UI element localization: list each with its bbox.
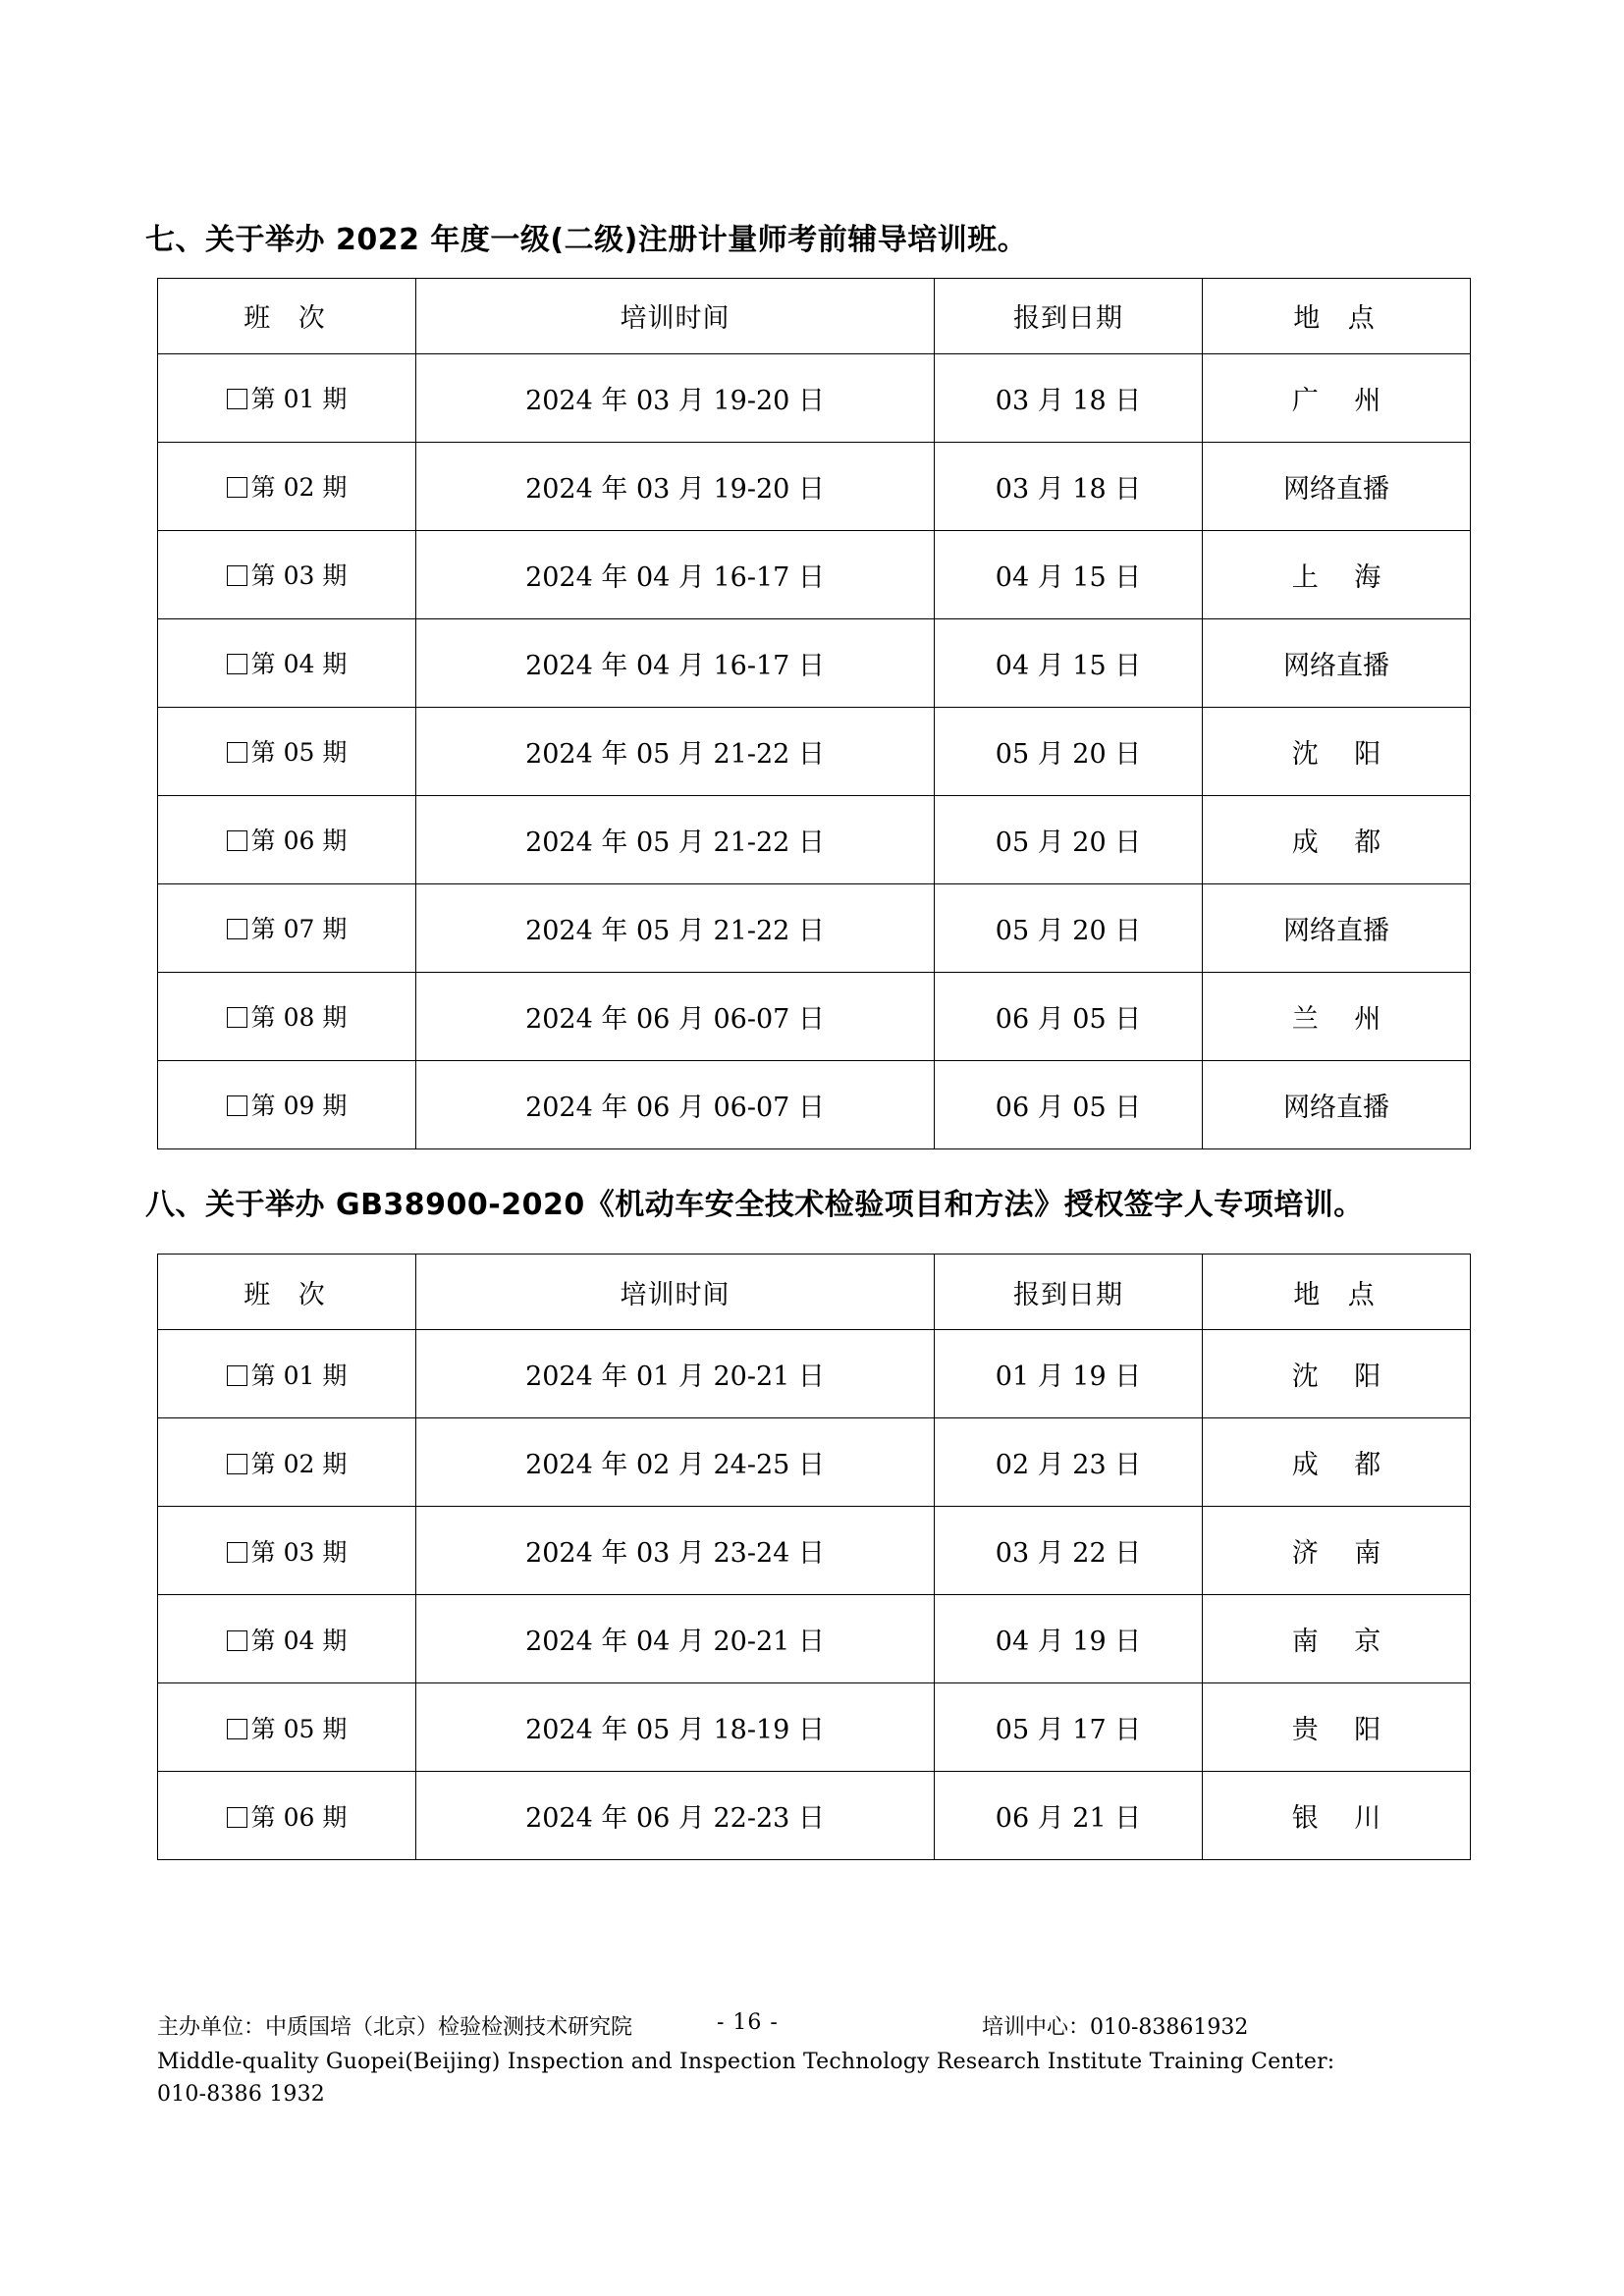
table-row (158, 883, 1471, 972)
footer-english-line-2: 010-8386 1932 (157, 2082, 325, 2107)
cell-place (1203, 530, 1471, 618)
cell-place (1203, 883, 1471, 972)
term-label: 第 03 期 (250, 1537, 348, 1567)
report-date-label: 05 月 20 日 (995, 915, 1142, 946)
place-label: 广 州 (1291, 385, 1395, 416)
cell-place (1203, 1683, 1471, 1772)
place-label: 沈 阳 (1291, 738, 1395, 770)
section-heading-7: 七、关于举办 2022 年度一级(二级)注册计量师考前辅导培训班。 (145, 223, 1028, 257)
column-header-report-date (935, 278, 1203, 353)
cell-report-date (935, 1595, 1203, 1683)
cell-term[interactable] (158, 1060, 416, 1148)
term-wrapper (227, 738, 348, 767)
cell-term[interactable] (158, 883, 416, 972)
time-label: 2024 年 05 月 18-19 日 (525, 1715, 825, 1745)
cell-term[interactable] (158, 795, 416, 883)
cell-term[interactable] (158, 530, 416, 618)
cell-place (1203, 353, 1471, 442)
cell-term[interactable] (158, 1772, 416, 1860)
cell-report-date (935, 883, 1203, 972)
cell-term[interactable] (158, 618, 416, 707)
cell-term[interactable] (158, 1683, 416, 1772)
checkbox-icon[interactable] (227, 1807, 247, 1828)
cell-report-date (935, 353, 1203, 442)
cell-term[interactable] (158, 707, 416, 795)
time-label: 2024 年 02 月 24-25 日 (525, 1450, 825, 1480)
place-label: 济 南 (1291, 1538, 1395, 1569)
table-body-8 (158, 1330, 1471, 1860)
checkbox-icon[interactable] (227, 919, 247, 939)
time-label: 2024 年 03 月 19-20 日 (525, 385, 825, 416)
footer-line-1 (157, 2010, 1532, 2046)
place-label: 贵 阳 (1291, 1715, 1395, 1745)
term-label: 第 02 期 (250, 1449, 348, 1478)
place-label: 兰 州 (1291, 1003, 1395, 1035)
checkbox-icon[interactable] (227, 1542, 247, 1563)
report-date-label: 03 月 18 日 (995, 385, 1142, 416)
table-row (158, 795, 1471, 883)
time-label: 2024 年 06 月 06-07 日 (525, 1003, 825, 1035)
term-wrapper (227, 915, 348, 943)
time-label: 2024 年 05 月 21-22 日 (525, 915, 825, 946)
checkbox-icon[interactable] (227, 1007, 247, 1028)
column-header-term-label: 班 次 (244, 303, 335, 334)
cell-time (416, 707, 935, 795)
column-header-place-label: 地 点 (1293, 303, 1384, 334)
column-header-term-label: 班 次 (244, 1279, 335, 1310)
checkbox-icon[interactable] (227, 565, 247, 586)
table-row (158, 618, 1471, 707)
footer-page-number: - 16 - (717, 2010, 779, 2035)
checkbox-icon[interactable] (227, 477, 247, 498)
report-date-label: 05 月 20 日 (995, 738, 1142, 770)
table-header-row (158, 278, 1471, 353)
checkbox-icon[interactable] (227, 1454, 247, 1474)
cell-time (416, 353, 935, 442)
time-label: 2024 年 01 月 20-21 日 (525, 1362, 825, 1392)
term-wrapper (227, 1092, 348, 1120)
table-row (158, 1595, 1471, 1683)
cell-place (1203, 618, 1471, 707)
report-date-label: 06 月 05 日 (995, 1092, 1142, 1123)
place-label: 南 京 (1291, 1627, 1395, 1657)
cell-report-date (935, 972, 1203, 1060)
cell-report-date (935, 1772, 1203, 1860)
term-label: 第 09 期 (250, 1092, 348, 1120)
cell-place (1203, 707, 1471, 795)
report-date-label: 06 月 21 日 (995, 1803, 1142, 1834)
term-wrapper (227, 1003, 348, 1032)
column-header-term (158, 278, 416, 353)
time-label: 2024 年 05 月 21-22 日 (525, 738, 825, 770)
checkbox-icon[interactable] (227, 654, 247, 674)
report-date-label: 03 月 22 日 (995, 1538, 1142, 1569)
cell-place (1203, 1507, 1471, 1595)
place-label: 网络直播 (1283, 650, 1389, 681)
term-label: 第 04 期 (250, 1626, 348, 1655)
term-wrapper (227, 473, 348, 502)
table-row (158, 1772, 1471, 1860)
time-label: 2024 年 04 月 16-17 日 (525, 650, 825, 681)
table-row (158, 1060, 1471, 1148)
term-wrapper (227, 385, 348, 413)
time-label: 2024 年 06 月 22-23 日 (525, 1803, 825, 1834)
table-row (158, 1418, 1471, 1507)
column-header-term (158, 1255, 416, 1330)
term-wrapper (227, 1450, 348, 1478)
checkbox-icon[interactable] (227, 389, 247, 409)
cell-term[interactable] (158, 442, 416, 530)
cell-report-date (935, 1060, 1203, 1148)
term-wrapper (227, 561, 348, 590)
place-label: 成 都 (1291, 1450, 1395, 1480)
term-wrapper (227, 1715, 348, 1743)
report-date-label: 05 月 20 日 (995, 827, 1142, 858)
cell-place (1203, 1595, 1471, 1683)
cell-time (416, 883, 935, 972)
cell-place (1203, 1772, 1471, 1860)
time-label: 2024 年 03 月 19-20 日 (525, 473, 825, 505)
cell-time (416, 795, 935, 883)
report-date-label: 03 月 18 日 (995, 473, 1142, 505)
table-body-7 (158, 353, 1471, 1148)
table-row (158, 530, 1471, 618)
table-row (158, 353, 1471, 442)
cell-report-date (935, 1418, 1203, 1507)
term-wrapper (227, 827, 348, 855)
section-heading-8: 八、关于举办 GB38900-2020《机动车安全技术检验项目和方法》授权签字人专项培训。 (145, 1187, 1364, 1222)
column-header-time (416, 1255, 935, 1330)
footer-english-line-1: Middle-quality Guopei(Beijing) Inspection and Inspection Technology Research Institute Training Center: (157, 2050, 1335, 2074)
cell-term[interactable] (158, 972, 416, 1060)
place-label: 网络直播 (1283, 473, 1389, 505)
cell-report-date (935, 530, 1203, 618)
cell-time (416, 618, 935, 707)
column-header-report-date-label: 报到日期 (1013, 1279, 1123, 1310)
report-date-label: 02 月 23 日 (995, 1450, 1142, 1480)
cell-time (416, 1330, 935, 1418)
footer-training-center-phone: 培训中心：010-83861932 (982, 2015, 1249, 2040)
place-label: 网络直播 (1283, 1092, 1389, 1123)
term-wrapper (227, 1362, 348, 1390)
checkbox-icon[interactable] (227, 1630, 247, 1651)
table-row (158, 1683, 1471, 1772)
page-content (145, 218, 1481, 1860)
cell-time (416, 1595, 935, 1683)
term-label: 第 05 期 (250, 738, 348, 767)
table-row (158, 1507, 1471, 1595)
cell-time (416, 1060, 935, 1148)
cell-time (416, 1772, 935, 1860)
cell-report-date (935, 442, 1203, 530)
table-row (158, 972, 1471, 1060)
cell-time (416, 1507, 935, 1595)
checkbox-icon[interactable] (227, 830, 247, 851)
term-wrapper (227, 1538, 348, 1567)
time-label: 2024 年 04 月 16-17 日 (525, 561, 825, 593)
training-schedule-table-8 (157, 1254, 1471, 1860)
place-label: 银 川 (1291, 1803, 1395, 1834)
place-label: 沈 阳 (1291, 1362, 1395, 1392)
cell-term[interactable] (158, 1418, 416, 1507)
report-date-label: 04 月 15 日 (995, 650, 1142, 681)
report-date-label: 06 月 05 日 (995, 1003, 1142, 1035)
term-wrapper (227, 1803, 348, 1832)
column-header-place (1203, 278, 1471, 353)
column-header-place (1203, 1255, 1471, 1330)
time-label: 2024 年 04 月 20-21 日 (525, 1627, 825, 1657)
term-label: 第 01 期 (250, 1361, 348, 1390)
cell-report-date (935, 618, 1203, 707)
column-header-report-date-label: 报到日期 (1013, 303, 1123, 334)
cell-term[interactable] (158, 1507, 416, 1595)
term-label: 第 05 期 (250, 1714, 348, 1743)
cell-term[interactable] (158, 1330, 416, 1418)
cell-place (1203, 795, 1471, 883)
column-header-time-label: 培训时间 (620, 303, 731, 334)
cell-report-date (935, 795, 1203, 883)
place-label: 成 都 (1291, 827, 1395, 858)
table-header-row (158, 1255, 1471, 1330)
cell-place (1203, 972, 1471, 1060)
time-label: 2024 年 05 月 21-22 日 (525, 827, 825, 858)
cell-report-date (935, 707, 1203, 795)
checkbox-icon[interactable] (227, 1095, 247, 1116)
term-label: 第 03 期 (250, 561, 348, 590)
cell-place (1203, 1060, 1471, 1148)
column-header-report-date (935, 1255, 1203, 1330)
checkbox-icon[interactable] (227, 742, 247, 763)
place-label: 上 海 (1291, 561, 1395, 593)
report-date-label: 01 月 19 日 (995, 1362, 1142, 1392)
column-header-time (416, 278, 935, 353)
place-label: 网络直播 (1283, 915, 1389, 946)
term-wrapper (227, 1627, 348, 1655)
time-label: 2024 年 03 月 23-24 日 (525, 1538, 825, 1569)
term-label: 第 06 期 (250, 827, 348, 855)
time-label: 2024 年 06 月 06-07 日 (525, 1092, 825, 1123)
cell-report-date (935, 1683, 1203, 1772)
report-date-label: 04 月 19 日 (995, 1627, 1142, 1657)
column-header-place-label: 地 点 (1293, 1279, 1384, 1310)
term-label: 第 06 期 (250, 1802, 348, 1832)
table-row (158, 1330, 1471, 1418)
cell-report-date (935, 1330, 1203, 1418)
term-label: 第 02 期 (250, 473, 348, 502)
cell-place (1203, 442, 1471, 530)
term-wrapper (227, 650, 348, 678)
term-label: 第 01 期 (250, 385, 348, 413)
report-date-label: 04 月 15 日 (995, 561, 1142, 593)
cell-place (1203, 1418, 1471, 1507)
cell-time (416, 1418, 935, 1507)
footer-organizer: 主办单位：中质国培（北京）检验检测技术研究院 (157, 2015, 633, 2040)
cell-time (416, 1683, 935, 1772)
checkbox-icon[interactable] (227, 1365, 247, 1386)
term-label: 第 04 期 (250, 650, 348, 678)
table-row (158, 707, 1471, 795)
cell-time (416, 442, 935, 530)
term-label: 第 08 期 (250, 1003, 348, 1032)
table-row (158, 442, 1471, 530)
term-label: 第 07 期 (250, 915, 348, 943)
page-footer (157, 2010, 1532, 2110)
cell-time (416, 530, 935, 618)
cell-place (1203, 1330, 1471, 1418)
cell-term[interactable] (158, 1595, 416, 1683)
training-schedule-table-7 (157, 278, 1471, 1149)
column-header-time-label: 培训时间 (620, 1279, 731, 1310)
checkbox-icon[interactable] (227, 1719, 247, 1739)
cell-time (416, 972, 935, 1060)
report-date-label: 05 月 17 日 (995, 1715, 1142, 1745)
cell-term[interactable] (158, 353, 416, 442)
cell-report-date (935, 1507, 1203, 1595)
